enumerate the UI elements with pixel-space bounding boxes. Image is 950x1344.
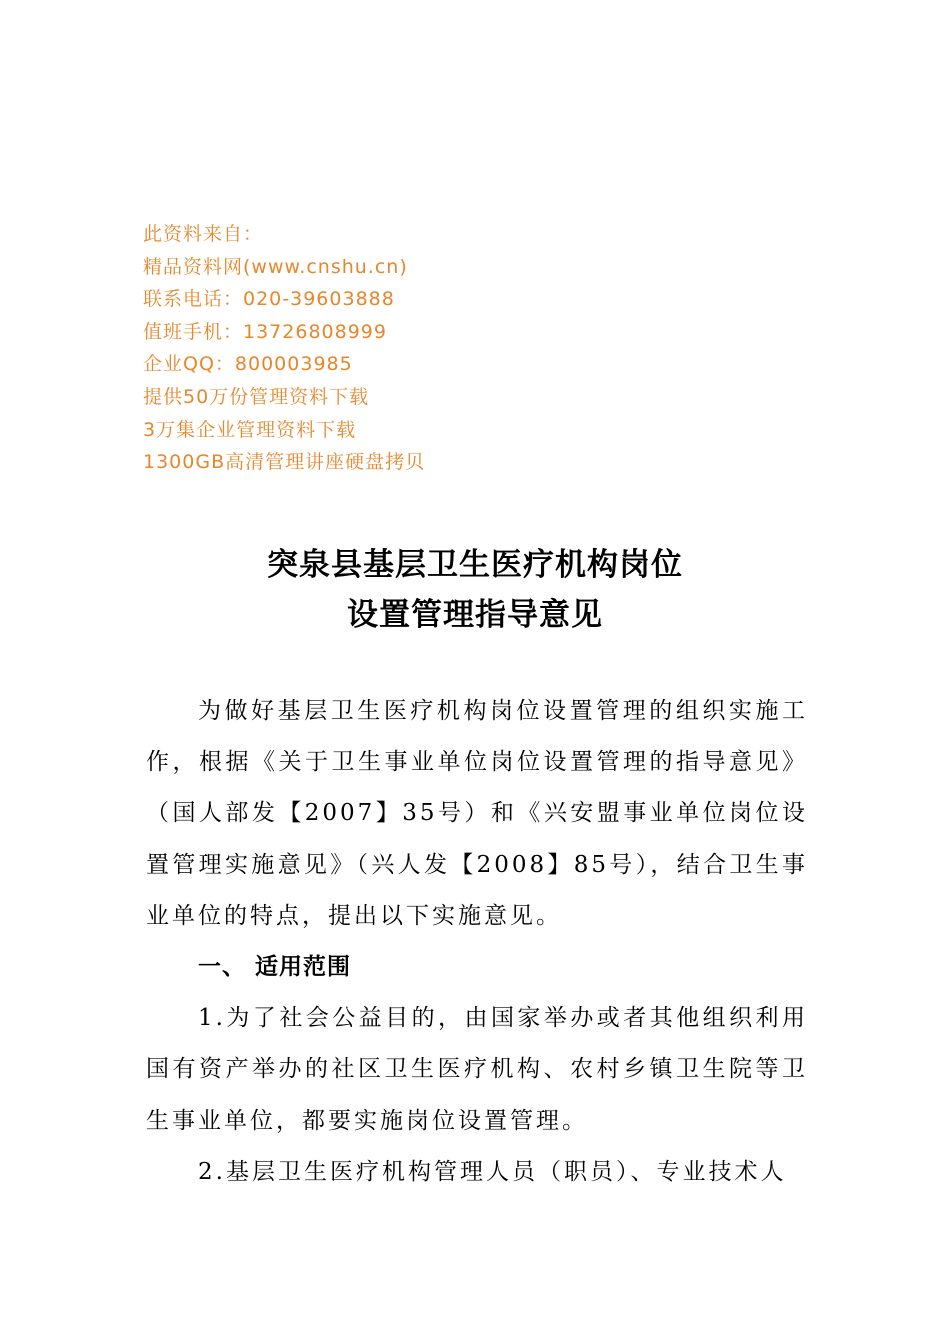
document-body [146, 686, 808, 1198]
document-title-line-2: 设置管理指导意见 [347, 597, 603, 633]
section-heading-scope: 一、 适用范围 [198, 954, 352, 981]
document-title-line-1: 突泉县基层卫生医疗机构岗位 [267, 547, 683, 583]
source-line-offer-3: 1300GB高清管理讲座硬盘拷贝 [143, 451, 426, 474]
source-line-intro: 此资料来自： [143, 223, 264, 245]
scope-item-1: 1.为了社会公益目的，由国家举办或者其他组织利用国有资产举办的社区卫生医疗机构、农村乡镇卫生院等卫生事业单位，都要实施岗位设置管理。 [146, 1005, 808, 1134]
source-line-website: 精品资料网(www.cnshu.cn) [143, 255, 408, 278]
intro-paragraph: 为做好基层卫生医疗机构岗位设置管理的组织实施工作，根据《关于卫生事业单位岗位设置管理的指导意见》（国人部发【2007】35号）和《兴安盟事业单位岗位设置管理实施意见》（兴人发【2008】85号），结合卫生事业单位的特点，提出以下实施意见。 [146, 698, 808, 929]
document-title [0, 540, 950, 640]
source-line-mobile: 值班手机：13726808999 [143, 320, 387, 343]
source-line-phone: 联系电话：020-39603888 [143, 288, 395, 311]
source-line-qq: 企业QQ：800003985 [143, 353, 353, 376]
source-line-offer-1: 提供50万份管理资料下载 [143, 385, 370, 408]
scope-item-2: 2.基层卫生医疗机构管理人员（职员）、专业技术人 [198, 1158, 787, 1185]
source-line-offer-2: 3万集企业管理资料下载 [143, 418, 357, 441]
source-info-block [143, 218, 743, 479]
